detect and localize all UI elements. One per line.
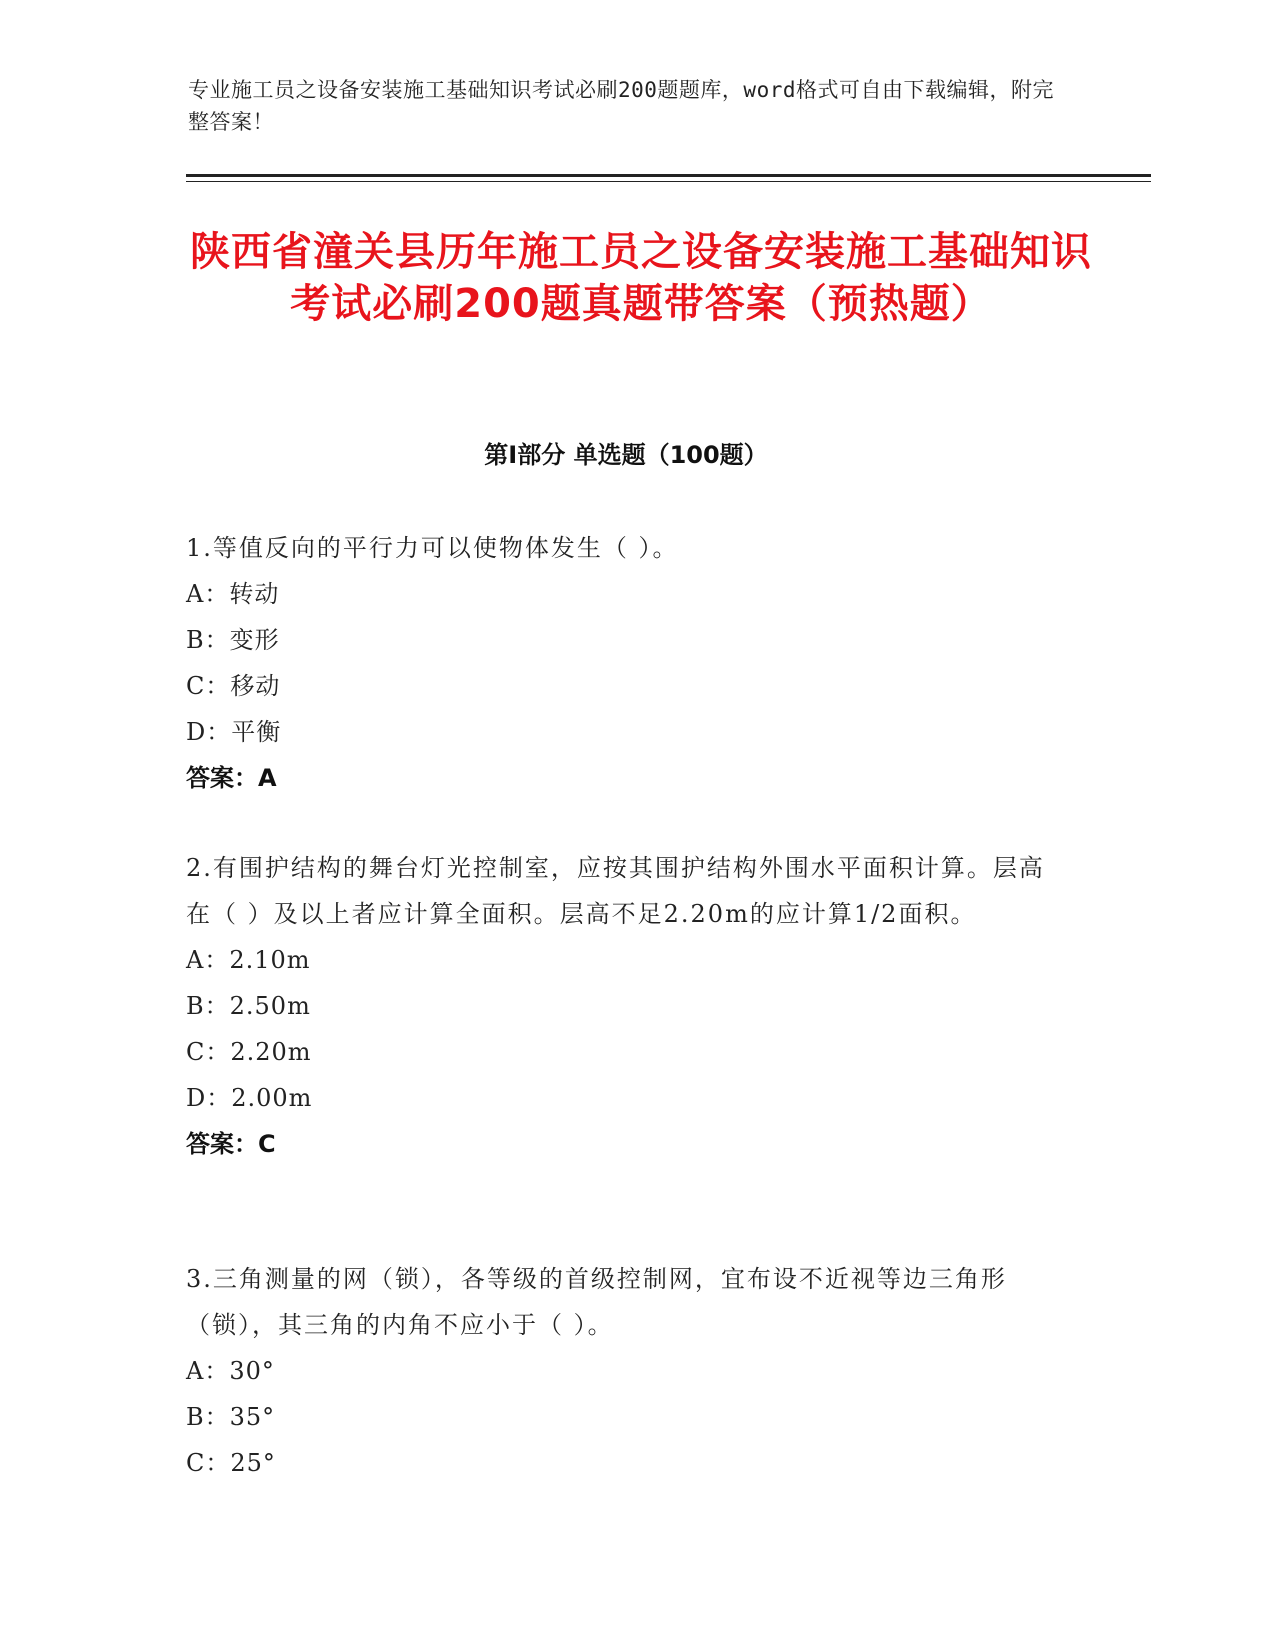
- answer: 答案：A: [186, 764, 277, 792]
- option-a: A：2.10m: [186, 946, 311, 974]
- option-b: B：2.50m: [186, 992, 311, 1020]
- header-rule-thick: [186, 174, 1151, 177]
- option-c: C：2.20m: [186, 1038, 312, 1066]
- answer: 答案：C: [186, 1130, 276, 1158]
- question-stem: 1.等值反向的平行力可以使物体发生（ ）。: [186, 534, 679, 562]
- option-d: D：2.00m: [186, 1084, 313, 1112]
- question-3: [186, 1256, 1066, 1486]
- question-1: [186, 525, 1066, 801]
- section-title: 第I部分 单选题（100题）: [484, 441, 768, 469]
- option-b: B：35°: [186, 1403, 276, 1431]
- header-rule-thin: [186, 181, 1151, 182]
- document-title: 陕西省潼关县历年施工员之设备安装施工基础知识考试必刷200题真题带答案（预热题）: [190, 229, 1092, 327]
- option-c: C：移动: [186, 672, 281, 700]
- option-a: A：转动: [186, 580, 280, 608]
- question-stem: 2.有围护结构的舞台灯光控制室，应按其围护结构外围水平面积计算。层高在（ ）及以上者应计算全面积。层高不足2.20m的应计算1/2面积。: [186, 854, 1045, 928]
- option-c: C：25°: [186, 1449, 276, 1477]
- header-note: 专业施工员之设备安装施工基础知识考试必刷200题题库，word格式可自由下载编辑，附完整答案！: [188, 78, 1054, 134]
- question-stem: 3.三角测量的网（锁），各等级的首级控制网，宜布设不近视等边三角形（锁），其三角的内角不应小于（ ）。: [186, 1265, 1007, 1339]
- option-b: B：变形: [186, 626, 280, 654]
- option-a: A：30°: [186, 1357, 275, 1385]
- question-2: [186, 845, 1066, 1167]
- option-d: D：平衡: [186, 718, 282, 746]
